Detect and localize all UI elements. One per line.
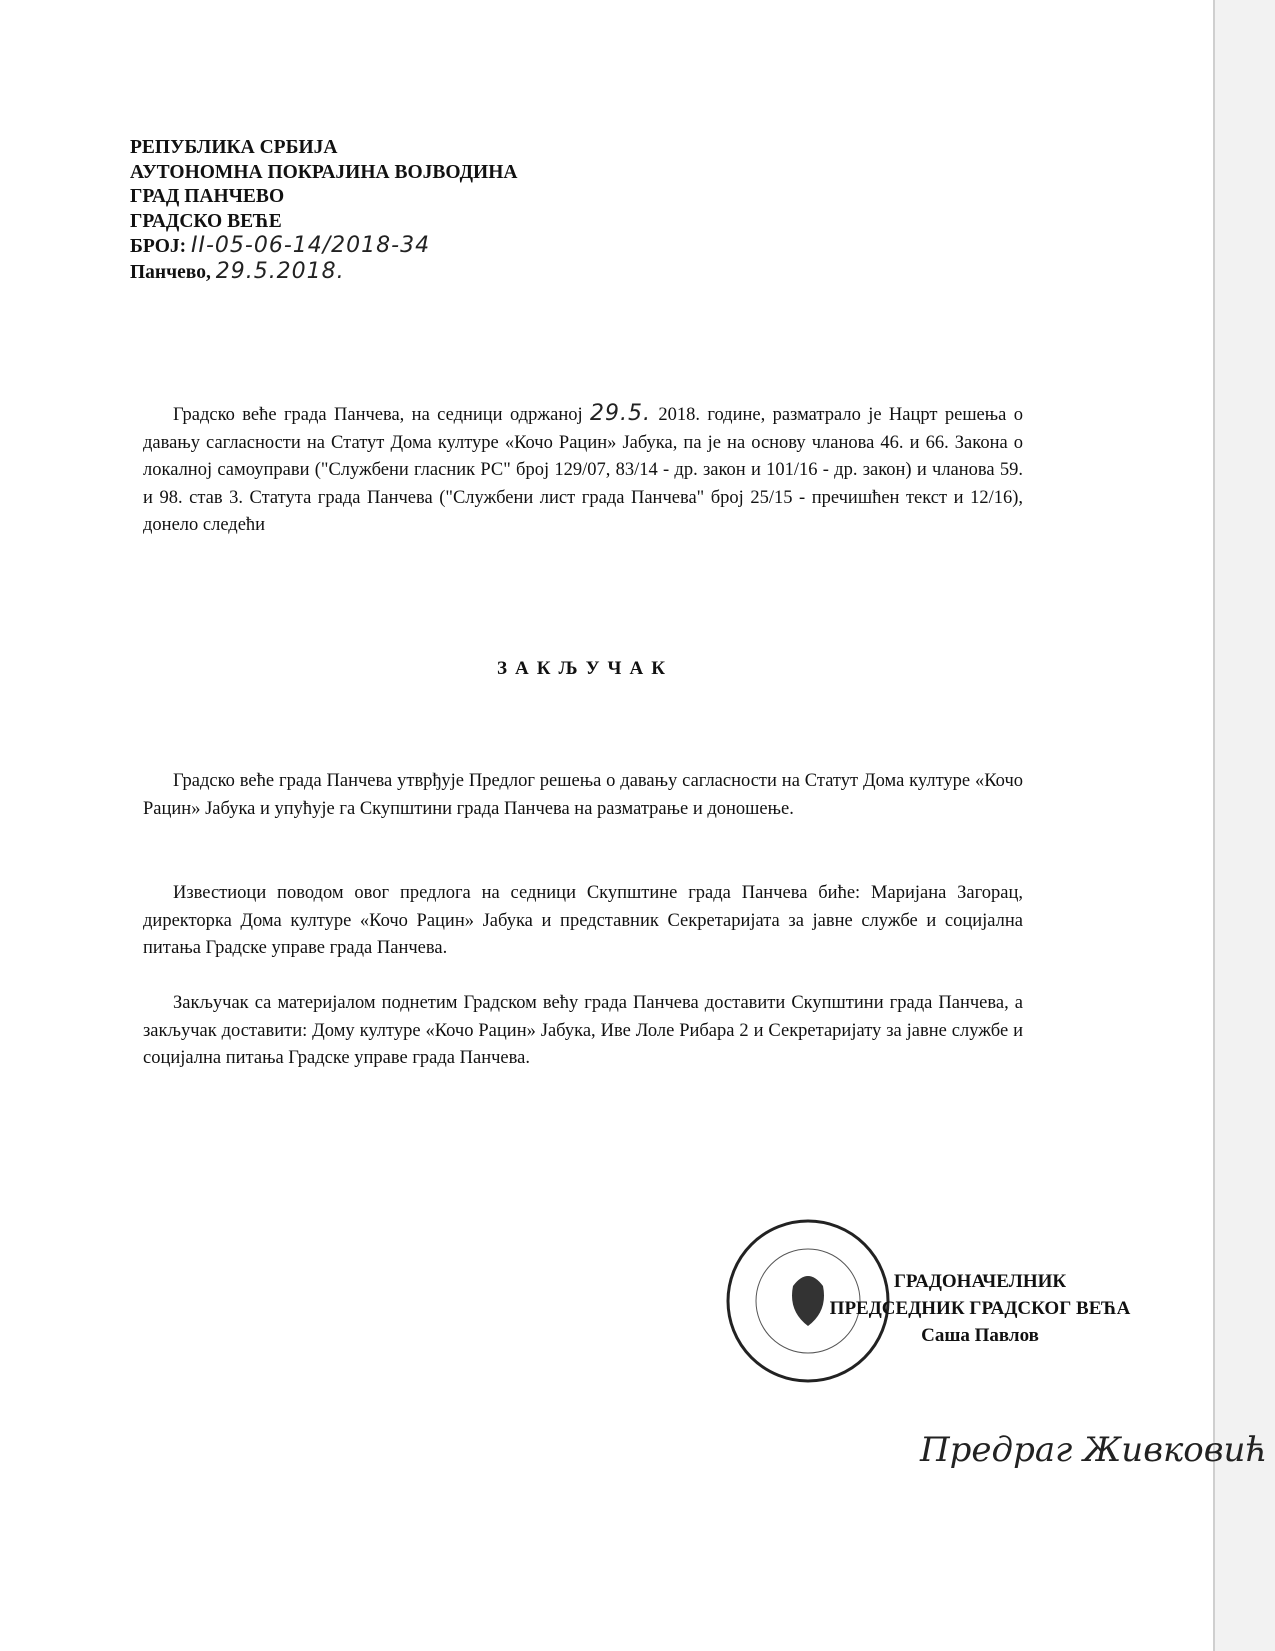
header-line: ГРАДСКО ВЕЋЕ: [130, 210, 282, 232]
place-label: Панчево,: [130, 261, 211, 283]
scan-edge: [1213, 0, 1275, 1651]
number-value: II-05-06-14/2018-34: [190, 233, 431, 258]
intro-text-2: 2018. године, разматрало је Нацрт решења о давању сагласности на Статут Дома културе «Кочо Рацин» Јабука, па је на основу чланова 46. и 66. Закона о локалној самоуправи ("Службени гласник РС" број 129/07, 83/14 - др. закон и 101/16 - др. закон) и чланова 59. и 98. став 3. Статута града Панчева ("Службени лист града Панчева" број 25/15 - пречишћен текст и 12/16), донело следећи: [143, 405, 1023, 535]
signature-block: [800, 1268, 1160, 1349]
header-line: РЕПУБЛИКА СРБИЈА: [130, 137, 338, 158]
header-line: ГРАД ПАНЧЕВО: [130, 186, 285, 207]
number-label: БРОЈ:: [130, 236, 187, 257]
reference-number: [130, 234, 517, 260]
body-paragraph: Градско веће града Панчева утврђује Предлог решења о давању сагласности на Статут Дома културе «Кочо Рацин» Јабука и упућује га Скупштини града Панчева на разматрање и доношење.: [143, 771, 1023, 819]
signature-title-2: ПРЕДСЕДНИК ГРАДСКОГ ВЕЋА: [829, 1298, 1131, 1319]
document-title: ЗАКЉУЧАК: [497, 658, 673, 679]
body-paragraph: Известиоци поводом овог предлога на седници Скупштине града Панчева биће: Маријана Загорац, директорка Дома културе «Кочо Рацин» Јабука и представник Секретаријата за јавне службе и социјална питања Градске управе града Панчева.: [143, 883, 1023, 958]
document-header: [130, 136, 517, 285]
signatory-name: Саша Павлов: [921, 1325, 1039, 1346]
intro-text: Градско веће града Панчева, на седници одржаној: [173, 405, 590, 425]
date-value: 29.5.2018.: [215, 258, 345, 284]
place-date: [130, 260, 517, 286]
handwritten-signature: Предраг Живковић: [920, 1430, 1268, 1470]
signature-title-1: ГРАДОНАЧЕЛНИК: [893, 1271, 1067, 1292]
intro-paragraph: [143, 400, 1023, 540]
body-paragraph: Закључак са материјалом поднетим Градском већу града Панчева доставити Скупштини града Панчева, а закључак доставити: Дому културе «Кочо Рацин» Јабука, Иве Лоле Рибара 2 и Секретаријату за јавне службе и социјална питања Градске управе града Панчева.: [143, 993, 1023, 1068]
header-line: АУТОНОМНА ПОКРАЈИНА ВОЈВОДИНА: [130, 161, 518, 183]
session-date: 29.5.: [589, 401, 651, 426]
